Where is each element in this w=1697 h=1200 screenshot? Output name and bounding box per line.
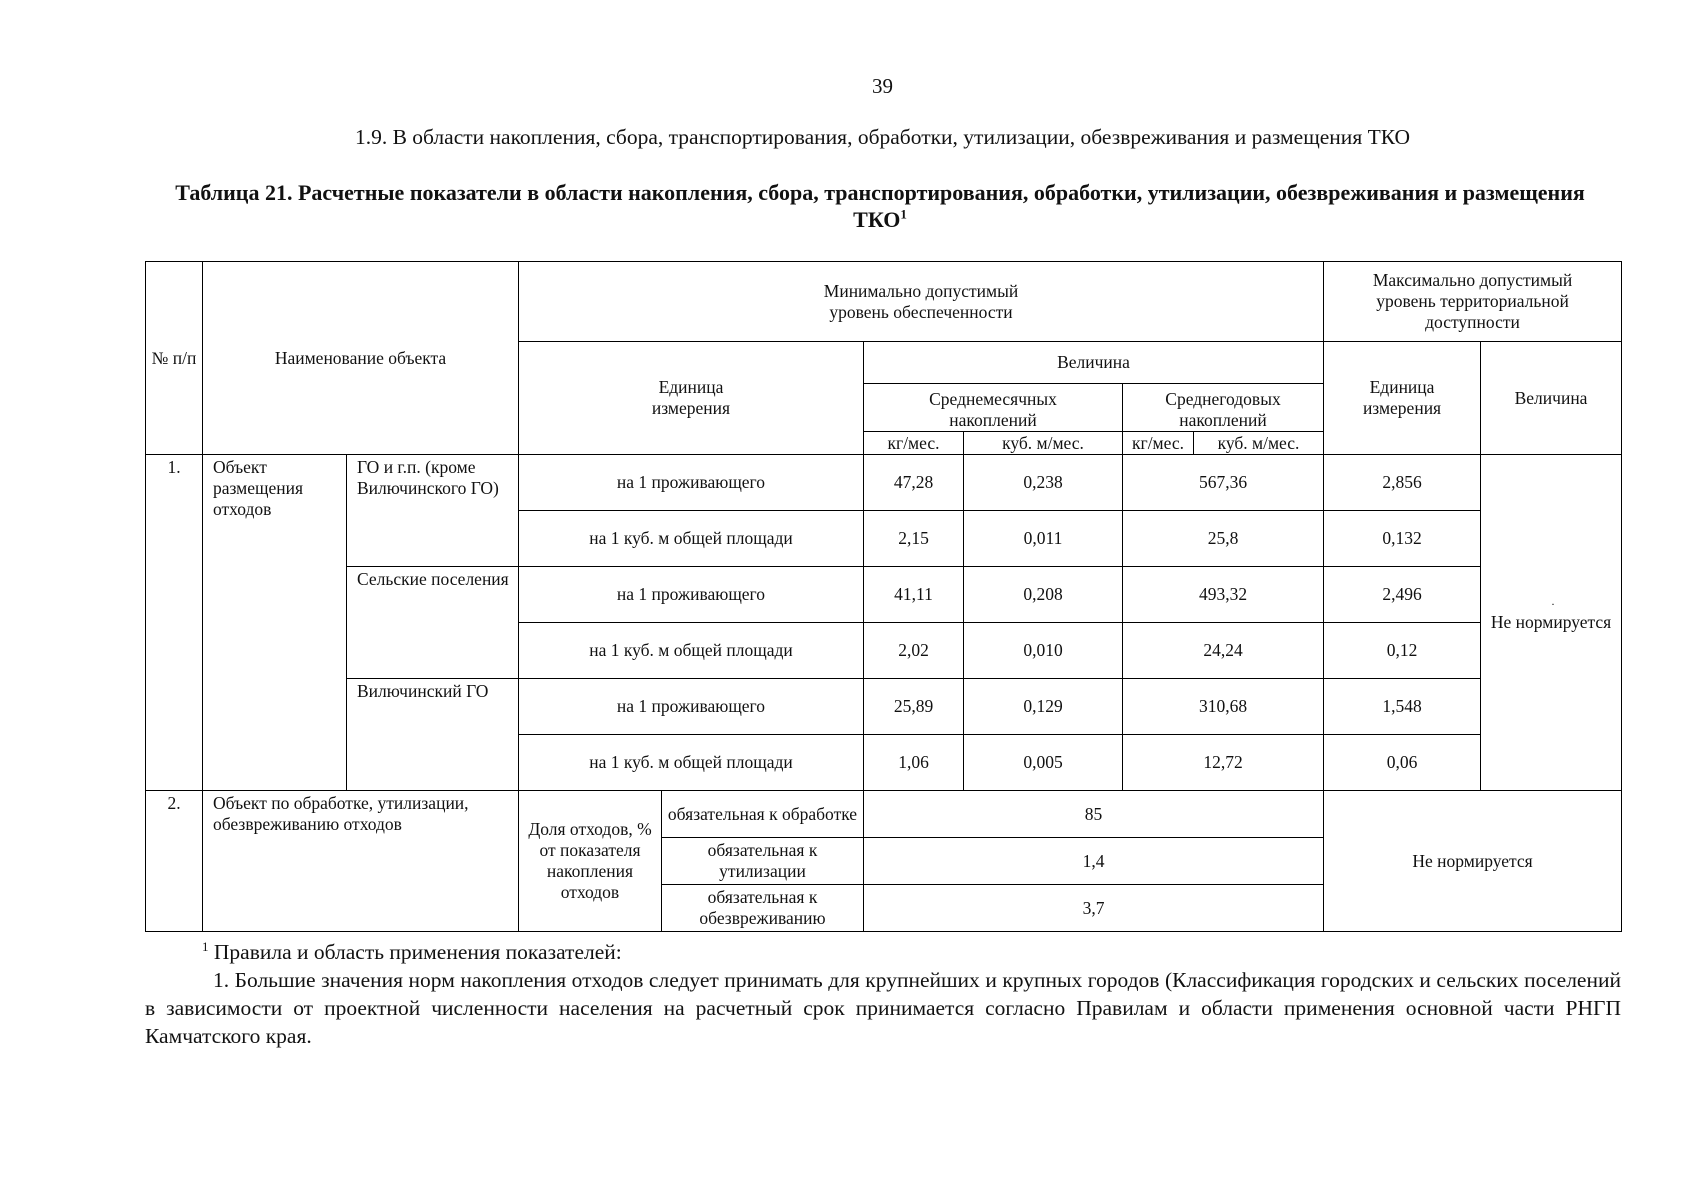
row1-m3-year: 0,132 bbox=[1324, 511, 1481, 567]
header-value: Величина bbox=[864, 342, 1324, 384]
row2-name: Объект по обработке, утилизации, обезвреживанию отходов bbox=[203, 791, 519, 932]
header-max-level-text: Максимально допустимый уровень территориальной доступности bbox=[1372, 270, 1573, 332]
row1-kg-year: 493,32 bbox=[1123, 567, 1324, 623]
row1-m3-year: 0,12 bbox=[1324, 623, 1481, 679]
footnote-mark: 1 bbox=[202, 939, 209, 954]
row2-item-value: 85 bbox=[864, 791, 1324, 838]
row1-not-normed: · Не нормируется bbox=[1481, 455, 1622, 791]
row2-not-normed: Не нормируется bbox=[1324, 791, 1622, 932]
page-number: 39 bbox=[872, 74, 893, 98]
table-row bbox=[146, 679, 1622, 735]
row1-kg-year: 24,24 bbox=[1123, 623, 1324, 679]
header-max-value: Величина bbox=[1481, 342, 1622, 455]
row1-unit: на 1 проживающего bbox=[519, 679, 864, 735]
row1-kg-year: 25,8 bbox=[1123, 511, 1324, 567]
header-monthly bbox=[864, 384, 1123, 432]
header-yearly bbox=[1123, 384, 1324, 432]
row1-unit: на 1 куб. м общей площади bbox=[519, 511, 864, 567]
row1-kg-month: 25,89 bbox=[864, 679, 964, 735]
row1-kg-month: 2,15 bbox=[864, 511, 964, 567]
row2-item-label: обязательная к обработке bbox=[662, 791, 864, 838]
header-num: № п/п bbox=[146, 262, 203, 455]
row2-item-value: 3,7 bbox=[864, 885, 1324, 932]
header-kg-month-2: кг/мес. bbox=[1123, 432, 1194, 455]
row1-kg-year: 567,36 bbox=[1123, 455, 1324, 511]
row1-unit: на 1 куб. м общей площади bbox=[519, 735, 864, 791]
header-monthly-text: Среднемесячных накоплений bbox=[929, 389, 1057, 430]
header-row-1 bbox=[146, 262, 1622, 342]
row1-kg-month: 2,02 bbox=[864, 623, 964, 679]
row1-m3-month: 0,010 bbox=[964, 623, 1123, 679]
row1-num: 1. bbox=[146, 455, 203, 791]
indicators-table bbox=[145, 261, 1622, 932]
row1-m3-year: 2,856 bbox=[1324, 455, 1481, 511]
row1-group-name: Сельские поселения bbox=[347, 567, 519, 679]
row2-item-label: обязательная к обезвреживанию bbox=[662, 885, 864, 932]
row1-group-name: ГО и г.п. (кроме Вилючинского ГО) bbox=[347, 455, 519, 567]
row1-m3-year: 0,06 bbox=[1324, 735, 1481, 791]
row1-unit: на 1 куб. м общей площади bbox=[519, 623, 864, 679]
row1-kg-month: 41,11 bbox=[864, 567, 964, 623]
table-row bbox=[146, 567, 1622, 623]
header-unit-text: Единица измерения bbox=[651, 377, 731, 418]
row1-kg-year: 12,72 bbox=[1123, 735, 1324, 791]
row1-group-name: Вилючинский ГО bbox=[347, 679, 519, 791]
row1-m3-year: 1,548 bbox=[1324, 679, 1481, 735]
footnote-text: 1. Большие значения норм накопления отходов следует принимать для крупнейших и крупных городов (Классификация городских и сельских поселений в зависимости от проектной численности населения на расчетный срок принимается согласно Правилам и области применения основной части РНГП Камчатского края. bbox=[145, 968, 1621, 1048]
header-m3-month-1: куб. м/мес. bbox=[964, 432, 1123, 455]
row2-unit bbox=[519, 791, 662, 932]
header-unit bbox=[519, 342, 864, 455]
header-max-level bbox=[1324, 262, 1622, 342]
header-m3-month-2: куб. м/мес. bbox=[1194, 432, 1324, 455]
header-min-level bbox=[519, 262, 1324, 342]
row1-not-normed-text: Не нормируется bbox=[1490, 612, 1612, 632]
row1-m3-month: 0,005 bbox=[964, 735, 1123, 791]
row1-m3-month: 0,208 bbox=[964, 567, 1123, 623]
header-min-level-text: Минимально допустимый уровень обеспеченности bbox=[823, 280, 1019, 322]
table-row bbox=[146, 791, 1622, 838]
footnote-title bbox=[202, 939, 622, 965]
table-title-text: Таблица 21. Расчетные показатели в области накопления, сбора, транспортирования, обработки, утилизации, обезвреживания и размещения ТКО bbox=[175, 180, 1585, 232]
table-row bbox=[146, 455, 1622, 511]
header-kg-month-1: кг/мес. bbox=[864, 432, 964, 455]
row1-kg-year: 310,68 bbox=[1123, 679, 1324, 735]
header-name: Наименование объекта bbox=[203, 262, 519, 455]
row1-unit: на 1 проживающего bbox=[519, 455, 864, 511]
row1-m3-month: 0,238 bbox=[964, 455, 1123, 511]
row1-m3-month: 0,011 bbox=[964, 511, 1123, 567]
row2-item-value: 1,4 bbox=[864, 838, 1324, 885]
header-max-unit-text: Единица измерения bbox=[1362, 377, 1442, 418]
table-title-footnote-mark: 1 bbox=[900, 206, 907, 222]
table-title bbox=[160, 179, 1600, 233]
section-heading: 1.9. В области накопления, сбора, транспортирования, обработки, утилизации, обезвреживания и размещения ТКО bbox=[354, 125, 1411, 149]
row1-kg-month: 47,28 bbox=[864, 455, 964, 511]
header-yearly-text: Среднегодовых накоплений bbox=[1165, 389, 1281, 430]
row1-m3-month: 0,129 bbox=[964, 679, 1123, 735]
footnote-title-text: Правила и область применения показателей: bbox=[213, 940, 622, 965]
row1-m3-year: 2,496 bbox=[1324, 567, 1481, 623]
row1-kg-month: 1,06 bbox=[864, 735, 964, 791]
row2-unit-text: Доля отходов, % от показателя накопления отходов bbox=[528, 819, 652, 902]
row2-item-label: обязательная к утилизации bbox=[662, 838, 864, 885]
row2-num: 2. bbox=[146, 791, 203, 932]
row1-name: Объект размещения отходов bbox=[203, 455, 347, 791]
row1-unit: на 1 проживающего bbox=[519, 567, 864, 623]
header-max-unit bbox=[1324, 342, 1481, 455]
